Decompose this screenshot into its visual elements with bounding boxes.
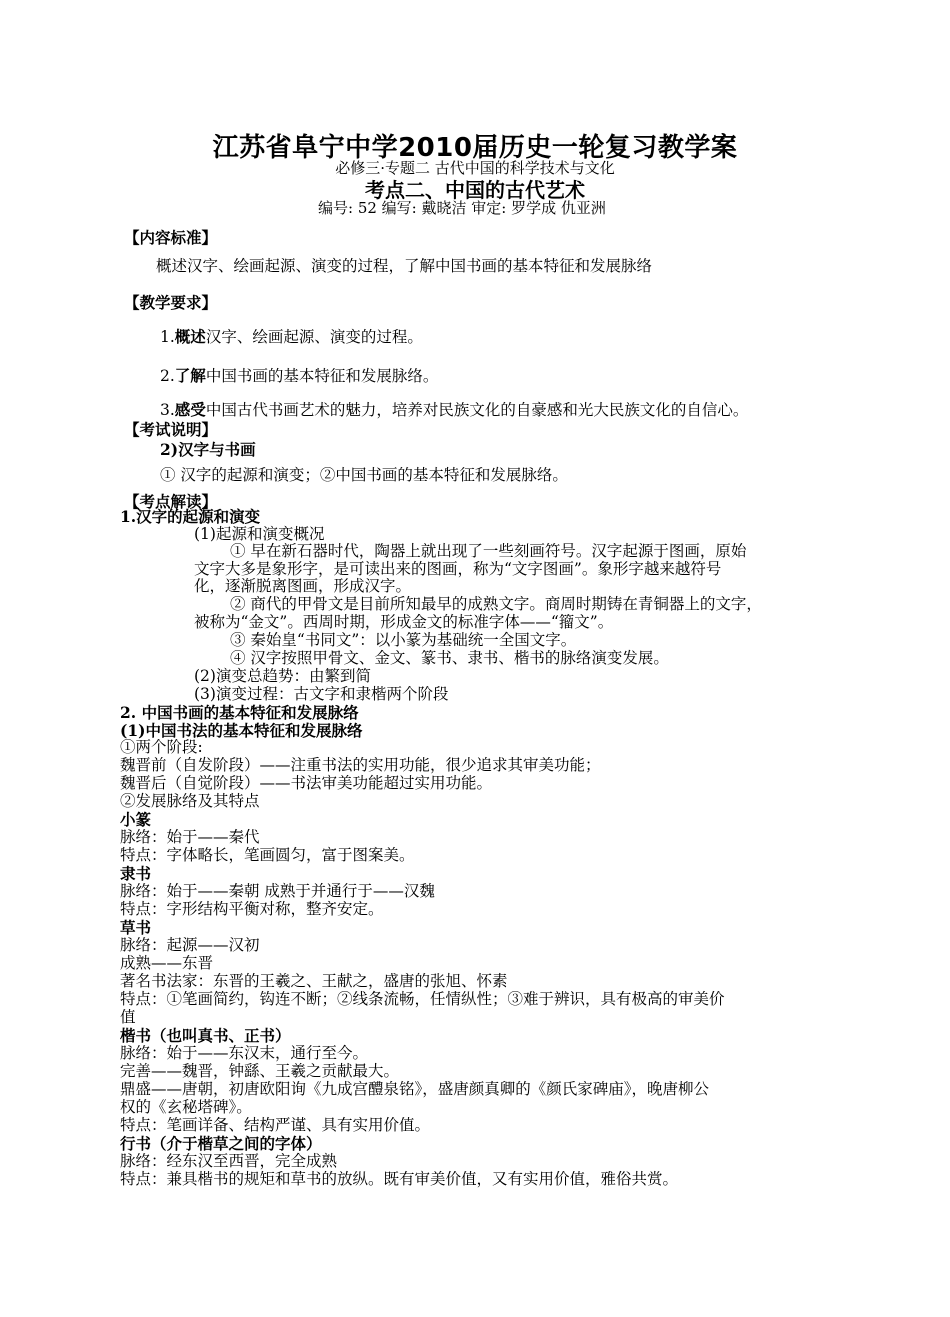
exam-notes-text: ① 汉字的起源和演变；②中国书画的基本特征和发展脉络。 xyxy=(160,466,568,484)
paragraph-line: 文字大多是象形字，是可读出来的图画，称为“文字图画”。象形字越来越符号 xyxy=(194,560,722,578)
body-line: 脉络：起源——汉初 xyxy=(120,936,260,954)
body-line: 脉络：始于——东汉末，通行至今。 xyxy=(120,1044,369,1062)
requirement-num: 1. xyxy=(160,328,175,346)
content-standard-text: 概述汉字、绘画起源、演变的过程，了解中国书画的基本特征和发展脉络 xyxy=(156,257,653,275)
section-1-sub-c: (3)演变过程：古文字和隶楷两个阶段 xyxy=(194,685,449,703)
requirement-num: 3. xyxy=(160,401,175,419)
body-line: 特点：笔画详备、结构严谨、具有实用价值。 xyxy=(120,1116,431,1134)
script-heading-kaishu: 楷书（也叫真书、正书） xyxy=(120,1026,291,1045)
body-line: 著名书法家：东晋的王羲之、王献之，盛唐的张旭、怀素 xyxy=(120,972,508,990)
requirement-item xyxy=(160,328,423,346)
body-line: 脉络：始于——秦代 xyxy=(120,828,260,846)
exam-notes-heading: 【考试说明】 xyxy=(124,421,218,439)
section-1-sub-a: (1)起源和演变概况 xyxy=(194,525,325,543)
section-2-title: 2. 中国书画的基本特征和发展脉络 xyxy=(120,703,359,722)
body-line: 特点：字体略长，笔画圆匀，富于图案美。 xyxy=(120,846,415,864)
topic-title: 考点二、中国的古代艺术 xyxy=(365,178,585,202)
body-line: ①两个阶段: xyxy=(120,738,203,756)
body-line: 值 xyxy=(120,1008,136,1026)
content-standard-heading: 【内容标准】 xyxy=(124,229,218,247)
paragraph-line: ③ 秦始皇“书同文”：以小篆为基础统一全国文字。 xyxy=(230,631,577,649)
section-2-sub: (1)中国书法的基本特征和发展脉络 xyxy=(120,721,363,740)
script-heading-caoshu: 草书 xyxy=(120,918,152,937)
body-line: 成熟——东晋 xyxy=(120,954,214,972)
body-line: 特点：兼具楷书的规矩和草书的放纵。既有审美价值，又有实用价值，雅俗共赏。 xyxy=(120,1170,679,1188)
body-line: 鼎盛——唐朝，初唐欧阳询《九成宫醴泉铭》，盛唐颜真卿的《颜氏家碑庙》，晚唐柳公 xyxy=(120,1080,710,1098)
script-heading-lishu: 隶书 xyxy=(120,864,152,883)
exam-notes-sub: 2)汉字与书画 xyxy=(160,440,256,459)
paragraph-line: ② 商代的甲骨文是目前所知最早的成熟文字。商周时期铸在青铜器上的文字， xyxy=(230,595,762,613)
body-line: 脉络：经东汉至西晋，完全成熟 xyxy=(120,1152,338,1170)
requirement-text: 中国古代书画艺术的魅力，培养对民族文化的自豪感和光大民族文化的自信心。 xyxy=(205,401,749,419)
body-line: 魏晋后（自觉阶段）——书法审美功能超过实用功能。 xyxy=(120,774,493,792)
requirement-verb: 概述 xyxy=(174,327,206,346)
requirement-num: 2. xyxy=(160,367,175,385)
section-1-title: 1.汉字的起源和演变 xyxy=(120,507,261,526)
requirement-text: 中国书画的基本特征和发展脉络。 xyxy=(205,367,439,385)
requirement-text: 汉字、绘画起源、演变的过程。 xyxy=(205,328,423,346)
requirement-verb: 感受 xyxy=(174,400,206,419)
script-heading-xiaozhuan: 小篆 xyxy=(120,810,152,829)
body-line: 完善——魏晋，钟繇、王羲之贡献最大。 xyxy=(120,1062,400,1080)
requirement-item xyxy=(160,401,748,419)
paragraph-line: 被称为“金文”。西周时期，形成金文的标准字体——“籀文”。 xyxy=(194,613,614,631)
requirement-verb: 了解 xyxy=(174,366,206,385)
document-subtitle: 必修三·专题二 古代中国的科学技术与文化 xyxy=(335,159,615,177)
paragraph-line: ① 早在新石器时代，陶器上就出现了一些刻画符号。汉字起源于图画，原始 xyxy=(230,542,747,560)
document-title: 江苏省阜宁中学2010届历史一轮复习教学案 xyxy=(212,133,738,163)
analysis-heading: 【考点解读】 xyxy=(124,493,218,511)
section-1-sub-b: (2)演变总趋势：由繁到简 xyxy=(194,667,371,685)
body-line: 权的《玄秘塔碑》。 xyxy=(120,1098,252,1116)
author-line: 编号: 52 编写: 戴晓洁 审定: 罗学成 仇亚洲 xyxy=(318,199,606,217)
requirement-item xyxy=(160,367,438,385)
body-line: 魏晋前（自发阶段）——注重书法的实用功能，很少追求其审美功能； xyxy=(120,756,601,774)
paragraph-line: 化，逐渐脱离图画，形成汉字。 xyxy=(194,577,412,595)
body-line: ②发展脉络及其特点 xyxy=(120,792,260,810)
script-heading-xingshu: 行书（介于楷草之间的字体） xyxy=(120,1134,322,1153)
body-line: 特点：①笔画简约，钩连不断；②线条流畅，任情纵性；③难于辨识，具有极高的审美价 xyxy=(120,990,725,1008)
paragraph-line: ④ 汉字按照甲骨文、金文、篆书、隶书、楷书的脉络演变发展。 xyxy=(230,649,669,667)
teaching-requirements-heading: 【教学要求】 xyxy=(124,294,218,312)
body-line: 特点：字形结构平衡对称，整齐安定。 xyxy=(120,900,384,918)
body-line: 脉络：始于——秦朝 成熟于并通行于——汉魏 xyxy=(120,882,435,900)
